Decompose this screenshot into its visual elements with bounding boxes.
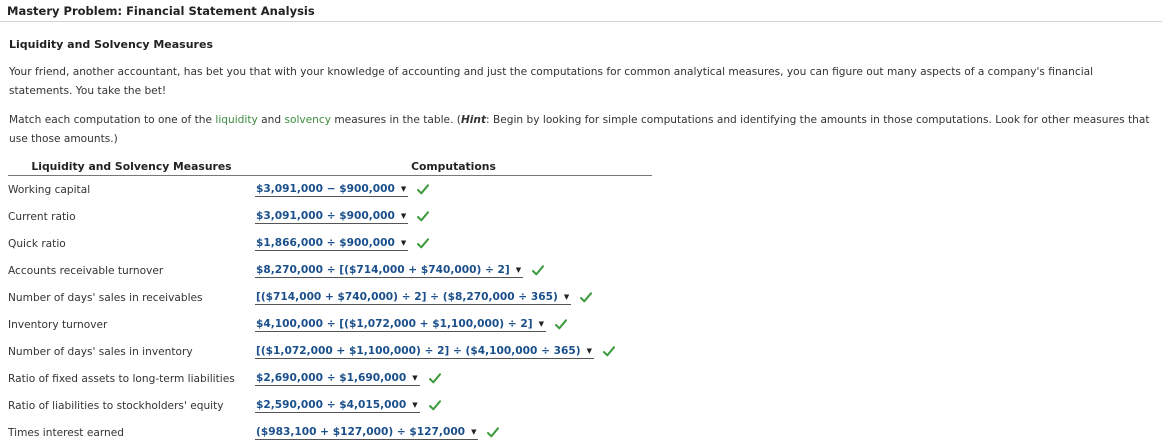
check-icon: [429, 400, 441, 411]
computation-cell: [255, 203, 652, 230]
page-title: Mastery Problem: Financial Statement Analysis: [7, 4, 315, 18]
computation-dropdown[interactable]: [255, 182, 408, 197]
computation-selected-value: $3,091,000 ÷ $900,000: [256, 210, 395, 222]
computation-selected-value: [($714,000 + $740,000) ÷ 2] ÷ ($8,270,000 ÷ 365): [256, 291, 558, 303]
instructions-text-2: and: [257, 114, 285, 126]
computation-cell: [255, 257, 652, 284]
measure-label: Current ratio: [8, 210, 76, 223]
check-icon: [417, 238, 429, 249]
computation-dropdown[interactable]: [255, 263, 523, 278]
check-icon: [429, 373, 441, 384]
computation-selected-value: $3,091,000 − $900,000: [256, 183, 395, 195]
table-row: [8, 419, 652, 446]
table-row: [8, 176, 652, 204]
computation-dropdown[interactable]: [255, 317, 546, 332]
table-row: [8, 230, 652, 257]
table-row: [8, 311, 652, 338]
table-row: [8, 284, 652, 311]
liquidity-term-link[interactable]: liquidity: [215, 114, 258, 126]
table-row: [8, 392, 652, 419]
computation-dropdown[interactable]: [255, 425, 478, 440]
measure-label: Ratio of fixed assets to long-term liabilities: [8, 372, 235, 385]
measure-label: Inventory turnover: [8, 318, 108, 331]
check-icon: [603, 346, 615, 357]
measure-label: Quick ratio: [8, 237, 66, 250]
computation-selected-value: $1,866,000 ÷ $900,000: [256, 237, 395, 249]
check-icon: [555, 319, 567, 330]
instructions-text-4: : Begin by looking for simple computations and identifying the amounts in those computations. Look for other measures that use those amounts.): [9, 114, 1150, 145]
computation-selected-value: $4,100,000 ÷ [($1,072,000 + $1,100,000) ÷ 2]: [256, 318, 533, 330]
chevron-down-icon[interactable]: ▼: [586, 346, 592, 355]
computation-dropdown[interactable]: [255, 398, 420, 413]
computation-column-header: Computations: [255, 157, 652, 176]
instructions-text-1: Match each computation to one of the: [9, 114, 216, 126]
measure-label: Accounts receivable turnover: [8, 264, 164, 277]
check-icon: [580, 292, 592, 303]
hint-label: Hint: [460, 114, 487, 126]
section-title: Liquidity and Solvency Measures: [9, 38, 213, 51]
measures-table-body: [8, 176, 652, 447]
chevron-down-icon[interactable]: ▼: [412, 373, 418, 382]
check-icon: [417, 184, 429, 195]
computation-selected-value: [($1,072,000 + $1,100,000) ÷ 2] ÷ ($4,100,000 ÷ 365): [256, 345, 581, 357]
computation-cell: [255, 311, 652, 338]
chevron-down-icon[interactable]: ▼: [400, 211, 407, 220]
measure-label: Number of days' sales in receivables: [8, 291, 203, 304]
table-header-row: [8, 157, 652, 176]
solvency-term-link[interactable]: solvency: [284, 114, 331, 126]
computation-cell: [255, 176, 652, 204]
title-divider: [0, 21, 1162, 22]
computation-cell: [255, 338, 652, 365]
chevron-down-icon[interactable]: ▼: [471, 427, 477, 436]
table-row: [8, 203, 652, 230]
chevron-down-icon[interactable]: ▼: [400, 238, 407, 247]
computation-selected-value: $2,590,000 ÷ $4,015,000: [256, 399, 407, 411]
computation-dropdown[interactable]: [255, 344, 594, 359]
instructions-text-3: measures in the table. (: [331, 114, 461, 126]
chevron-down-icon[interactable]: ▼: [412, 400, 418, 409]
computation-cell: [255, 392, 652, 419]
check-icon: [487, 427, 499, 438]
measure-label: Ratio of liabilities to stockholders' equity: [8, 399, 224, 412]
check-icon: [532, 265, 544, 276]
computation-dropdown[interactable]: [255, 236, 408, 251]
computation-dropdown[interactable]: [255, 290, 571, 305]
computation-cell: [255, 365, 652, 392]
table-row: [8, 338, 652, 365]
computation-dropdown[interactable]: [255, 371, 420, 386]
computation-cell: [255, 284, 652, 311]
chevron-down-icon[interactable]: ▼: [400, 184, 407, 193]
intro-paragraph: Your friend, another accountant, has bet you that with your knowledge of accounting and just the computations for common analytical measures, you can figure out many aspects of a company's financial statements. You take the bet!: [9, 66, 1094, 97]
table-row: [8, 257, 652, 284]
computation-selected-value: $8,270,000 ÷ [($714,000 + $740,000) ÷ 2]: [256, 264, 510, 276]
chevron-down-icon[interactable]: ▼: [563, 292, 570, 301]
chevron-down-icon[interactable]: ▼: [515, 265, 522, 274]
measure-label: Times interest earned: [8, 426, 124, 439]
check-icon: [417, 211, 429, 222]
instructions-paragraph: [9, 111, 1154, 148]
table-row: [8, 365, 652, 392]
measure-label: Number of days' sales in inventory: [8, 345, 193, 358]
computation-cell: [255, 230, 652, 257]
measure-label: Working capital: [8, 183, 91, 196]
chevron-down-icon[interactable]: ▼: [538, 319, 544, 328]
measure-column-header: Liquidity and Solvency Measures: [8, 157, 255, 176]
measures-table: [8, 157, 652, 446]
computation-selected-value: $2,690,000 ÷ $1,690,000: [256, 372, 407, 384]
computation-dropdown[interactable]: [255, 209, 408, 224]
computation-cell: [255, 419, 652, 446]
computation-selected-value: ($983,100 + $127,000) ÷ $127,000: [256, 426, 466, 438]
